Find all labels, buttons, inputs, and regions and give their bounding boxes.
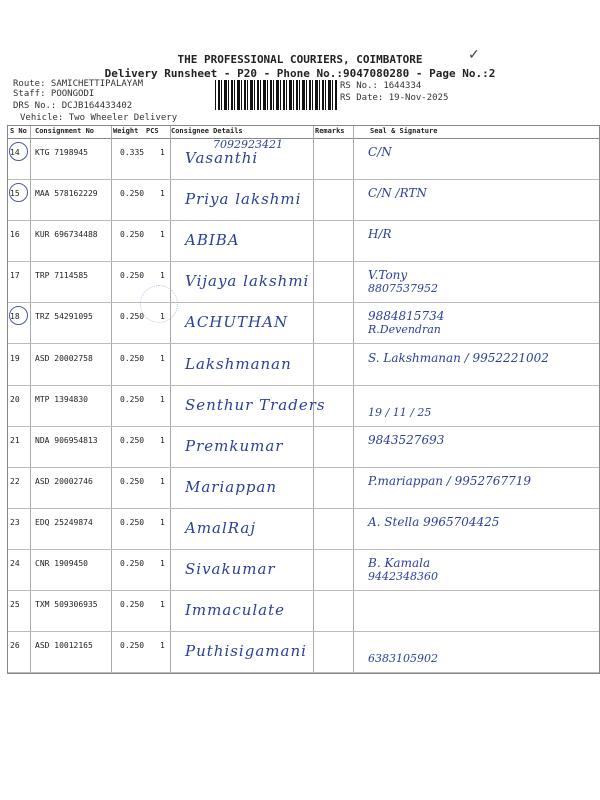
table-row [8,345,599,386]
row-sno: 25 [10,600,20,610]
consignee-name: Vijaya lakshmi [185,272,310,291]
row-pcs: 1 [160,312,165,322]
table-row [8,632,599,673]
consignee-name: AmalRaj [185,518,257,537]
row-sno: 20 [10,394,20,404]
rs-date: RS Date: 19-Nov-2025 [340,93,449,103]
col-sno: S No [10,127,27,135]
row-pcs: 1 [160,476,165,486]
signature-note: R.Devendran [368,323,441,337]
row-pcs: 1 [160,641,165,651]
row-sno: 14 [10,148,20,157]
table-row [8,221,599,262]
consignee-name: Immaculate [185,601,286,620]
consignee-name: Senthur Traders [185,395,326,414]
col-seal: Seal & Signature [370,127,438,135]
signature-note: 6383105902 [368,652,438,666]
row-weight: 0.250 [120,312,145,322]
signature: C/N /RTN [368,186,427,201]
consignee-name: Vasanthi [185,149,259,167]
table-row [8,180,599,221]
col-weight: Weight [113,127,139,135]
row-pcs: 1 [160,600,165,610]
row-sno: 26 [10,641,20,651]
signature: V.Tony [368,268,408,283]
row-weight: 0.250 [120,641,145,651]
signature: A. Stella 9965704425 [368,514,500,529]
table-row [8,427,599,468]
row-weight: 0.250 [120,230,145,240]
row-weight: 0.250 [120,189,145,199]
consignee-name: Sivakumar [185,560,276,578]
row-sno: 16 [10,230,20,240]
row-consignment: EDQ 25249874 [35,517,93,527]
signature: 9843527693 [368,432,445,447]
row-pcs: 1 [160,517,165,527]
row-pcs: 1 [160,559,165,568]
signature: C/N [368,145,392,159]
row-pcs: 1 [160,394,165,404]
delivery-table [7,125,600,674]
faint-stamp [140,285,178,323]
row-consignment: TRP 7114585 [35,271,88,281]
table-row [8,303,599,344]
row-sno: 23 [10,517,20,527]
row-consignment: TRZ 54291095 [35,312,93,322]
col-consignment: Consignment No [35,127,95,135]
table-row [8,468,599,509]
table-row [8,509,599,550]
signature-note: 8807537952 [368,282,438,296]
consignee-phone: 7092923421 [213,138,283,151]
runsheet-title: Delivery Runsheet - P20 - Phone No.:9047080280 - Page No.:2 [104,67,496,80]
row-pcs: 1 [160,189,165,199]
row-consignment: ASD 10012165 [35,641,93,651]
staff-label: Staff: POONGODI [13,89,95,99]
rs-number: RS No.: 1644334 [340,81,422,91]
row-consignment: ASD 20002746 [35,476,93,486]
signature-note: 19 / 11 / 25 [368,405,432,419]
row-weight: 0.250 [120,394,145,404]
col-consignee: Consignee Details [171,127,243,135]
signature: S. Lakshmanan / 9952221002 [368,350,549,365]
check-mark: ✓ [468,47,480,63]
signature-note: 9442348360 [368,570,438,583]
row-weight: 0.250 [120,435,145,445]
consignee-name: Lakshmanan [185,354,292,373]
row-consignment: CNR 1909450 [35,559,88,568]
row-sno: 18 [10,312,20,322]
barcode [215,80,337,110]
row-pcs: 1 [160,148,165,157]
row-consignment: MTP 1394830 [35,394,88,404]
route-label: Route: SAMICHETTIPALAYAM [13,79,144,89]
row-weight: 0.250 [120,600,145,610]
row-consignment: MAA 578162229 [35,189,98,199]
row-consignment: ASD 20002758 [35,353,93,363]
vehicle-label: Vehicle: Two Wheeler Delivery [20,113,178,123]
table-row [8,139,599,180]
table-row [8,262,599,303]
table-row [8,591,599,632]
row-pcs: 1 [160,435,165,445]
row-weight: 0.250 [120,559,145,568]
consignee-name: Puthisigamani [185,642,307,661]
consignee-name: ABIBA [185,231,240,250]
row-pcs: 1 [160,271,165,281]
row-sno: 15 [10,189,20,199]
row-weight: 0.250 [120,476,145,486]
col-pcs: PCS [146,127,159,135]
signature: B. Kamala [368,556,431,570]
row-consignment: KUR 696734488 [35,230,98,240]
table-row [8,386,599,427]
row-weight: 0.250 [120,517,145,527]
consignee-name: ACHUTHAN [185,313,289,332]
row-weight: 0.335 [120,148,145,157]
consignee-name: Priya lakshmi [185,190,302,209]
signature: H/R [368,227,392,242]
table-header [8,126,599,139]
row-weight: 0.250 [120,271,145,281]
row-sno: 24 [10,559,20,568]
row-consignment: TXM 509306935 [35,600,98,610]
company-title: THE PROFESSIONAL COURIERS, COIMBATORE [177,53,423,66]
row-sno: 21 [10,435,20,445]
signature: P.mariappan / 9952767719 [368,473,531,488]
row-sno: 19 [10,353,20,363]
row-pcs: 1 [160,353,165,363]
drs-label: DRS No.: DCJB164433402 [13,101,133,111]
table-row [8,550,599,591]
row-sno: 22 [10,476,20,486]
signature: 9884815734 [368,309,445,324]
row-pcs: 1 [160,230,165,240]
row-consignment: KTG 7198945 [35,148,88,157]
consignee-name: Premkumar [185,436,284,455]
row-consignment: NDA 906954813 [35,435,98,445]
col-remarks: Remarks [315,127,345,135]
row-sno: 17 [10,271,20,281]
row-weight: 0.250 [120,353,145,363]
consignee-name: Mariappan [185,477,278,496]
